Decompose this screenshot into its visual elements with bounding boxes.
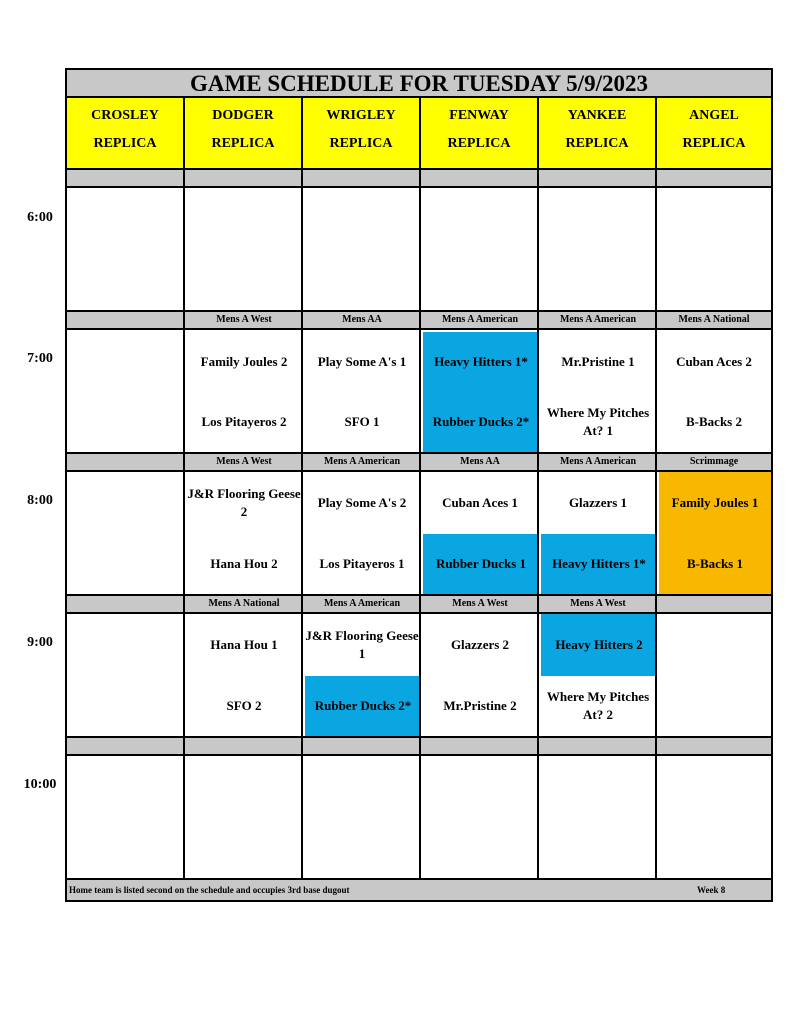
- column-divider: [419, 168, 421, 878]
- game-cell: Hana Hou 1: [210, 637, 278, 652]
- field-header-angel: [657, 98, 771, 168]
- time-label-7: 7:00: [27, 351, 53, 366]
- field-name: ANGEL: [689, 108, 739, 123]
- league-label: Mens A West: [452, 598, 508, 609]
- field-name: YANKEE: [567, 108, 627, 123]
- page-title: GAME SCHEDULE FOR TUESDAY 5/9/2023: [67, 70, 771, 98]
- footer-bar: [67, 878, 771, 900]
- league-label: Mens A American: [559, 314, 637, 325]
- time-label-10: 10:00: [23, 777, 57, 792]
- league-label: Mens AA: [342, 314, 382, 325]
- field-sub: REPLICA: [565, 136, 629, 151]
- time-label-9: 9:00: [27, 635, 53, 650]
- game-cell: Where My Pitches At? 2: [546, 689, 650, 722]
- field-name: FENWAY: [449, 108, 509, 123]
- league-label: Mens A American: [323, 456, 401, 467]
- footer-note: Home team is listed second on the schedule and occupies 3rd base dugout: [69, 885, 350, 895]
- league-label: Mens A West: [570, 598, 626, 609]
- game-cell: Cuban Aces 1: [442, 495, 518, 510]
- game-cell: Rubber Ducks 2*: [305, 676, 421, 736]
- game-cell: B-Backs 2: [686, 414, 742, 429]
- week-label: Week 8: [697, 885, 726, 895]
- game-cell: Los Pitayeros 2: [201, 414, 287, 429]
- league-label: Mens A American: [323, 598, 401, 609]
- schedule-table: [65, 68, 773, 902]
- league-label: Mens A American: [441, 314, 519, 325]
- game-cell: Play Some A's 1: [317, 354, 407, 369]
- field-name: CROSLEY: [91, 108, 159, 123]
- game-cell: Heavy Hitters 2: [541, 614, 657, 676]
- game-cell: Rubber Ducks 1: [423, 534, 539, 594]
- game-cell: Mr.Pristine 1: [561, 354, 635, 369]
- league-label: Mens A American: [559, 456, 637, 467]
- league-label: Mens A West: [216, 456, 272, 467]
- game-cell: SFO 1: [344, 414, 380, 429]
- game-cell: J&R Flooring Geese 2: [187, 486, 301, 519]
- column-divider: [183, 168, 185, 878]
- game-cell: Rubber Ducks 2*: [423, 392, 539, 452]
- time-label-6: 6:00: [27, 210, 53, 225]
- game-cell: Family Joules 1: [659, 472, 771, 534]
- field-name: DODGER: [212, 108, 274, 123]
- column-divider: [301, 168, 303, 878]
- game-cell: Family Joules 2: [200, 354, 288, 369]
- field-sub: REPLICA: [211, 136, 275, 151]
- field-sub: REPLICA: [329, 136, 393, 151]
- game-cell: J&R Flooring Geese 1: [305, 628, 419, 661]
- column-divider: [655, 168, 657, 878]
- field-header-fenway: [421, 98, 539, 168]
- game-cell: Cuban Aces 2: [676, 354, 752, 369]
- game-cell: Play Some A's 2: [317, 495, 407, 510]
- column-divider: [537, 168, 539, 878]
- field-header-crosley: [67, 98, 185, 168]
- league-label: Mens A National: [678, 314, 750, 325]
- field-header-dodger: [185, 98, 303, 168]
- game-cell: Los Pitayeros 1: [319, 556, 405, 571]
- field-header-yankee: [539, 98, 657, 168]
- field-sub: REPLICA: [447, 136, 511, 151]
- league-label: Mens A National: [208, 598, 280, 609]
- field-sub: REPLICA: [93, 136, 157, 151]
- game-cell: Where My Pitches At? 1: [546, 405, 650, 438]
- game-cell: Glazzers 2: [450, 637, 510, 652]
- game-cell: Mr.Pristine 2: [443, 698, 517, 713]
- game-cell: Hana Hou 2: [210, 556, 278, 571]
- field-name: WRIGLEY: [326, 108, 396, 123]
- league-label: Scrimmage: [689, 456, 739, 467]
- field-sub: REPLICA: [682, 136, 746, 151]
- league-label: Mens A West: [216, 314, 272, 325]
- field-header-wrigley: [303, 98, 421, 168]
- game-cell: B-Backs 1: [659, 534, 771, 594]
- game-cell: Heavy Hitters 1*: [423, 332, 539, 392]
- time-label-8: 8:00: [27, 493, 53, 508]
- game-cell: SFO 2: [226, 698, 262, 713]
- game-cell: Heavy Hitters 1*: [541, 534, 657, 594]
- game-cell: Glazzers 1: [568, 495, 628, 510]
- league-label: Mens AA: [460, 456, 500, 467]
